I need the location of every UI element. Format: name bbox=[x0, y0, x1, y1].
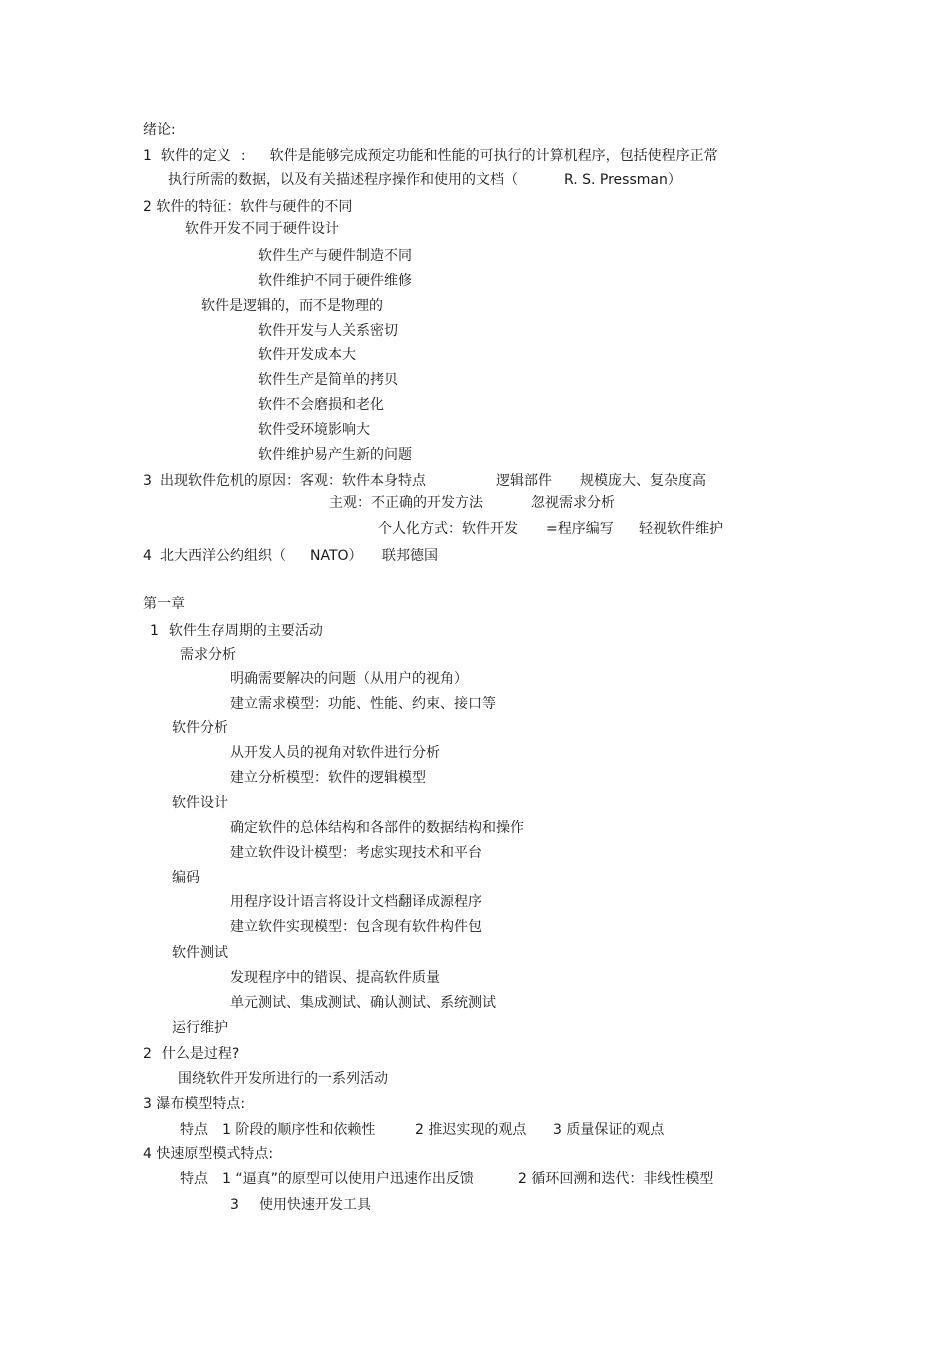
activity-name: 软件设计 bbox=[172, 795, 228, 811]
intro-heading: 绪论: bbox=[143, 122, 176, 138]
s4-point-2: 2 循环回溯和迭代：非线性模型 bbox=[518, 1171, 714, 1187]
q1-line bbox=[143, 147, 718, 165]
s4-lead: 特点 bbox=[180, 1171, 208, 1187]
q3-personal-b: 轻视软件维护 bbox=[639, 521, 723, 537]
activity-name: 运行维护 bbox=[172, 1020, 228, 1036]
s4-title: 4 快速原型模式特点: bbox=[143, 1146, 274, 1162]
q4-place: 联邦德国 bbox=[382, 548, 438, 564]
q2-sub1-item: 软件生产与硬件制造不同 bbox=[258, 248, 412, 264]
activity-name: 软件测试 bbox=[172, 945, 228, 961]
s2-title: 什么是过程? bbox=[161, 1046, 240, 1062]
q2-sub1-item: 软件维护不同于硬件维修 bbox=[258, 273, 412, 289]
q3-subjective-a: 忽视需求分析 bbox=[531, 495, 615, 511]
s4-point-1: 1 “逼真”的原型可以使用户迅速作出反馈 bbox=[222, 1171, 474, 1187]
activity-item: 发现程序中的错误、提高软件质量 bbox=[230, 970, 440, 986]
q4-label: 北大西洋公约组织（ bbox=[160, 548, 286, 564]
activity-item: 确定软件的总体结构和各部件的数据结构和操作 bbox=[230, 820, 524, 836]
q3-personal-label: 个人化方式：软件开发 bbox=[378, 521, 518, 537]
q1-citation: R. S. Pressman） bbox=[564, 172, 682, 188]
q3-label: 出现软件危机的原因：客观：软件本身特点 bbox=[160, 473, 426, 489]
q4-abbreviation: NATO） bbox=[310, 548, 363, 564]
q3-number: 3 bbox=[143, 473, 152, 489]
s2-title-line bbox=[143, 1045, 239, 1063]
q2-sub1: 软件开发不同于硬件设计 bbox=[185, 221, 339, 237]
q4-number: 4 bbox=[143, 548, 152, 564]
q2-sub2-item: 软件受环境影响大 bbox=[258, 422, 370, 438]
q3-objective-a: 逻辑部件 bbox=[496, 473, 552, 489]
q1-text-continued: 执行所需的数据，以及有关描述程序操作和使用的文档（ bbox=[168, 172, 518, 188]
q2-sub2: 软件是逻辑的，而不是物理的 bbox=[201, 298, 383, 314]
q2-title: 2 软件的特征：软件与硬件的不同 bbox=[143, 199, 353, 215]
s1-number: 1 bbox=[150, 623, 159, 639]
s3-point-3: 3 质量保证的观点 bbox=[553, 1122, 665, 1138]
activity-item: 建立分析模型：软件的逻辑模型 bbox=[230, 770, 426, 786]
q2-sub2-item: 软件开发与人关系密切 bbox=[258, 323, 398, 339]
activity-name: 需求分析 bbox=[180, 647, 236, 663]
chapter1-heading: 第一章 bbox=[143, 596, 185, 612]
activity-name: 编码 bbox=[172, 870, 200, 886]
q2-sub2-item: 软件开发成本大 bbox=[258, 347, 356, 363]
s1-title-line bbox=[150, 622, 323, 640]
activity-name: 软件分析 bbox=[172, 720, 228, 736]
activity-item: 建立软件实现模型：包含现有软件构件包 bbox=[230, 919, 482, 935]
q1-number: 1 bbox=[143, 148, 152, 164]
q2-sub2-item: 软件维护易产生新的问题 bbox=[258, 447, 412, 463]
s3-point-1: 1 阶段的顺序性和依赖性 bbox=[222, 1122, 376, 1138]
q1-colon: : bbox=[240, 148, 246, 164]
activity-item: 从开发人员的视角对软件进行分析 bbox=[230, 745, 440, 761]
s4-point-3-number: 3 bbox=[230, 1197, 239, 1213]
s2-number: 2 bbox=[143, 1046, 152, 1062]
activity-item: 明确需要解决的问题（从用户的视角） bbox=[230, 671, 468, 687]
s3-lead: 特点 bbox=[180, 1122, 208, 1138]
s3-point-2: 2 推迟实现的观点 bbox=[415, 1122, 527, 1138]
q3-objective-b: 规模庞大、复杂度高 bbox=[580, 473, 706, 489]
q1-label: 软件的定义 bbox=[160, 148, 231, 164]
s4-point-3: 使用快速开发工具 bbox=[259, 1197, 371, 1213]
s3-title: 3 瀑布模型特点: bbox=[143, 1096, 246, 1112]
q2-sub2-item: 软件不会磨损和老化 bbox=[258, 397, 384, 413]
q1-line-2 bbox=[168, 171, 682, 189]
activity-item: 单元测试、集成测试、确认测试、系统测试 bbox=[230, 995, 496, 1011]
q1-text: 软件是能够完成预定功能和性能的可执行的计算机程序，包括使程序正常 bbox=[269, 148, 718, 164]
activity-item: 建立需求模型：功能、性能、约束、接口等 bbox=[230, 696, 496, 712]
q3-personal-a: =程序编写 bbox=[546, 521, 614, 537]
activity-item: 建立软件设计模型：考虑实现技术和平台 bbox=[230, 845, 482, 861]
q2-sub2-item: 软件生产是简单的拷贝 bbox=[258, 372, 398, 388]
s1-title: 软件生存周期的主要活动 bbox=[168, 623, 323, 639]
activity-item: 用程序设计语言将设计文档翻译成源程序 bbox=[230, 894, 482, 910]
s2-answer: 围绕软件开发所进行的一系列活动 bbox=[178, 1071, 388, 1087]
q3-subjective-label: 主观：不正确的开发方法 bbox=[329, 495, 483, 511]
